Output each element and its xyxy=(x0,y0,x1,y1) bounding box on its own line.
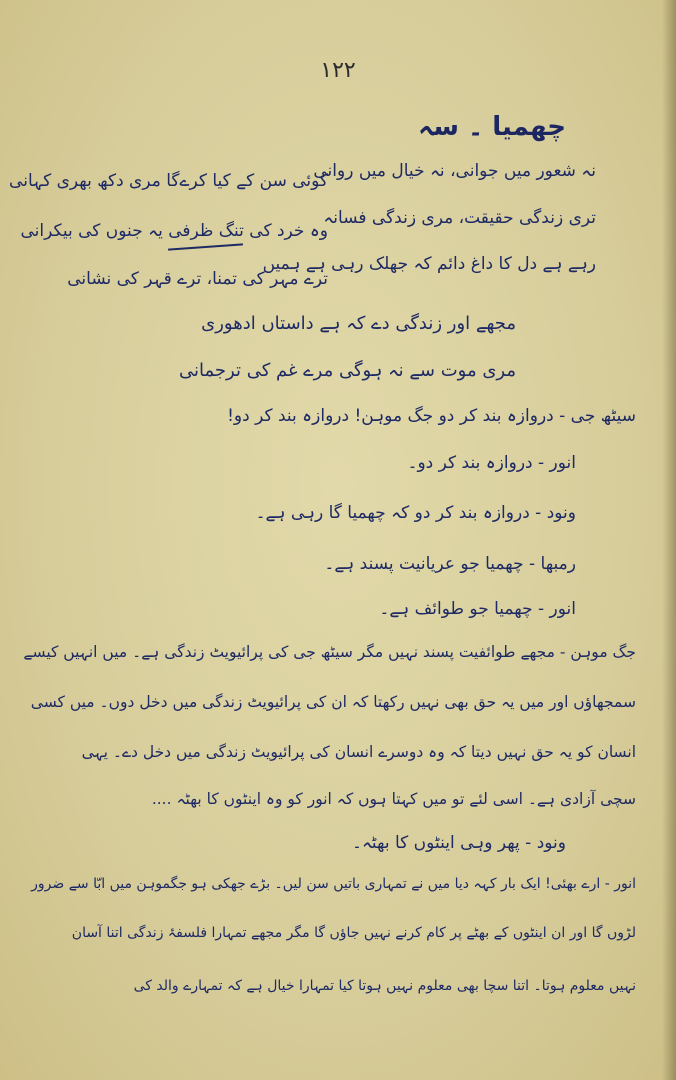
dialogue-line-3: ونود - دروازہ بند کر دو کہ چھمیا گا رہی ہے۔ xyxy=(255,503,576,523)
poem-right-line-2: تری زندگی حقیقت، مری زندگی فسانہ xyxy=(323,208,596,228)
poem-closing-line-1: مجھے اور زندگی دے کہ ہے داستاں ادھوری xyxy=(201,313,516,334)
underline-mark xyxy=(168,243,243,250)
dialogue-line-2: انور - دروازہ بند کر دو۔ xyxy=(407,453,576,473)
dialogue-line-7: سمجھاؤں اور میں یہ حق بھی نہیں رکھتا کہ ان کی پرائیویٹ زندگی میں دخل دوں۔ میں کسی xyxy=(30,693,636,711)
dialogue-line-8: انسان کو یہ حق نہیں دیتا کہ وہ دوسرے انسان کی پرائیویٹ زندگی میں دخل دے۔ یہی xyxy=(81,743,636,761)
poem-right-line-1: نہ شعور میں جوانی، نہ خیال میں روانی xyxy=(313,161,596,181)
dialogue-line-9: سچی آزادی ہے۔ اسی لئے تو میں کہتا ہوں کہ انور کو وہ اینٹوں کا بھٹہ .... xyxy=(151,790,636,808)
dialogue-line-12: لڑوں گا اور ان اینٹوں کے بھٹے پر کام کرنے نہیں جاؤں گا مگر مجھے تمہارا فلسفۂ زندگی اتنا آسان xyxy=(71,925,636,941)
dialogue-line-6: جگ موہن - مجھے طوائفیت پسند نہیں مگر سیٹھ جی کی پرائیویٹ زندگی ہے۔ میں انہیں کیسے xyxy=(23,643,636,661)
dialogue-line-5: انور - چھمیا جو طوائف ہے۔ xyxy=(379,599,576,619)
page-number: ۱۲۲ xyxy=(320,58,356,83)
dialogue-line-10: ونود - پھر وہی اینٹوں کا بھٹہ۔ xyxy=(351,833,566,853)
dialogue-line-11: انور - ارے بھئی! ایک بار کہہ دیا میں نے تمہاری باتیں سن لیں۔ بڑے جھکی ہو جگموہن میں ابّا سے ضرور xyxy=(31,876,636,892)
poem-left-line-3: ترے مہر کی تمنا، ترے قہر کی نشانی xyxy=(67,269,328,289)
poem-left-line-2: وہ خرد کی تنگ ظرفی یہ جنوں کی بیکرانی xyxy=(20,221,328,241)
page-edge-shadow xyxy=(662,0,676,1080)
poem-right-line-3: رہے ہے دل کا داغ دائم کہ جھلک رہی ہے ہمیں xyxy=(262,254,596,274)
dialogue-line-4: رمبھا - چھمیا جو عریانیت پسند ہے۔ xyxy=(324,554,576,574)
dialogue-line-13: نہیں معلوم ہوتا۔ اتنا سچا بھی معلوم نہیں ہوتا کیا تمہارا خیال ہے کہ تمہارے والد کی xyxy=(133,978,636,994)
poem-left-line-1: کوئی سن کے کیا کرےگا مری دکھ بھری کہانی xyxy=(9,171,328,191)
poem-heading: چھمیا ۔ سہ xyxy=(418,112,566,142)
dialogue-line-1: سیٹھ جی - دروازہ بند کر دو جگ موہن! دروازہ بند کر دو! xyxy=(227,406,636,426)
poem-closing-line-2: مری موت سے نہ ہوگی مرے غم کی ترجمانی xyxy=(179,360,516,381)
